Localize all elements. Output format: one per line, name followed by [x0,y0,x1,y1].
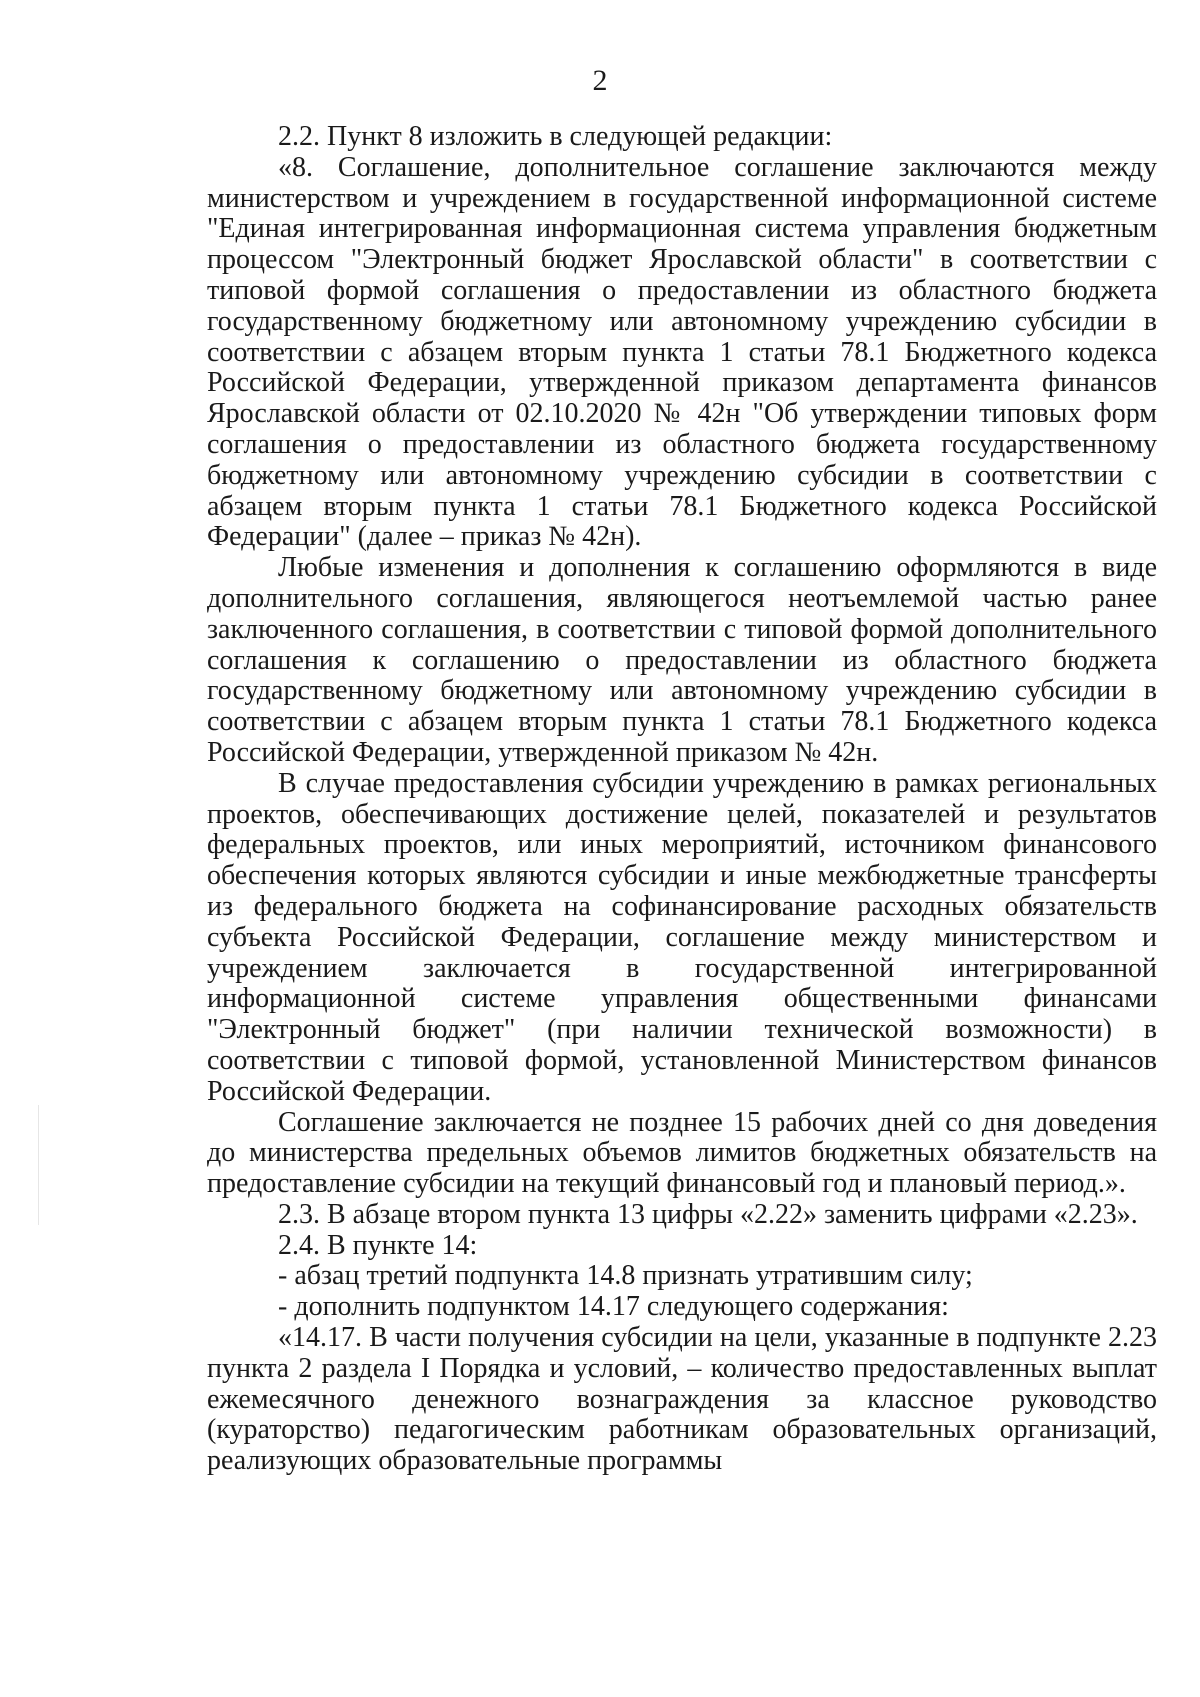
paragraph-14-17: «14.17. В части получения субсидии на цели, указанные в подпункте 2.23 пункта 2 раздела I Порядка и условий, – количество предоставленных выплат ежемесячного денежного вознаграждения за классное руководство (кураторство) педагогическим работникам образовательных организаций, реализующих образовательные программы [207,1322,1157,1477]
scan-margin-mark [38,1105,39,1225]
list-item-14-17: - дополнить подпунктом 14.17 следующего содержания: [278,1291,949,1323]
paragraph-2-2: 2.2. Пункт 8 изложить в следующей редакции: [278,121,833,152]
paragraph-point-8: «8. Соглашение, дополнительное соглашение заключаются между министерством и учреждением в государственной информационной системе "Единая интегрированная информационная система управления бюджетным процессом "Электронный бюджет Ярославской области" в соответствии с типовой формой соглашения о предоставлении из областного бюджета государственному бюджетному или автономному учреждению субсидии в соответствии с абзацем вторым пункта 1 статьи 78.1 Бюджетного кодекса Российской Федерации, утвержденной приказом департамента финансов Ярославской области от 02.10.2020 № 42н "Об утверждении типовых форм соглашения о предоставлении из областного бюджета государственному бюджетному или автономному учреждению субсидии в соответствии с абзацем вторым пункта 1 статьи 78.1 Бюджетного кодекса Российской Федерации" (далее – приказ № 42н). [207,151,1157,553]
list-item-14-8: - абзац третий подпункта 14.8 признать утратившим силу; [278,1260,973,1292]
page-number: 2 [592,64,608,97]
paragraph-2-3: 2.3. В абзаце втором пункта 13 цифры «2.22» заменить цифрами «2.23». [278,1198,1138,1230]
paragraph-changes: Любые изменения и дополнения к соглашению оформляются в виде дополнительного соглашения, являющегося неотъемлемой частью ранее заключенного соглашения, в соответствии с типовой формой дополнительного соглашения к соглашению о предоставлении из областного бюджета государственному бюджетному или автономному учреждению субсидии в соответствии с абзацем вторым пункта 1 статьи 78.1 Бюджетного кодекса Российской Федерации, утвержденной приказом № 42н. [207,552,1157,768]
paragraph-deadline: Соглашение заключается не позднее 15 рабочих дней со дня доведения до министерства предельных объемов лимитов бюджетных обязательств на предоставление субсидии на текущий финансовый год и плановый период.». [207,1106,1157,1200]
paragraph-2-4: 2.4. В пункте 14: [278,1229,478,1261]
paragraph-regional-projects: В случае предоставления субсидии учреждению в рамках региональных проектов, обеспечивающих достижение целей, показателей и результатов федеральных проектов, или иных мероприятий, источником финансового обеспечения которых являются субсидии и иные межбюджетные трансферты из федерального бюджета на софинансирование расходных обязательств субъекта Российской Федерации, соглашение между министерством и учреждением заключается в государственной интегрированной информационной системе управления общественными финансами "Электронный бюджет" (при наличии технической возможности) в соответствии с типовой формой, установленной Министерством финансов Российской Федерации. [207,767,1157,1107]
document-body [207,122,1157,1477]
